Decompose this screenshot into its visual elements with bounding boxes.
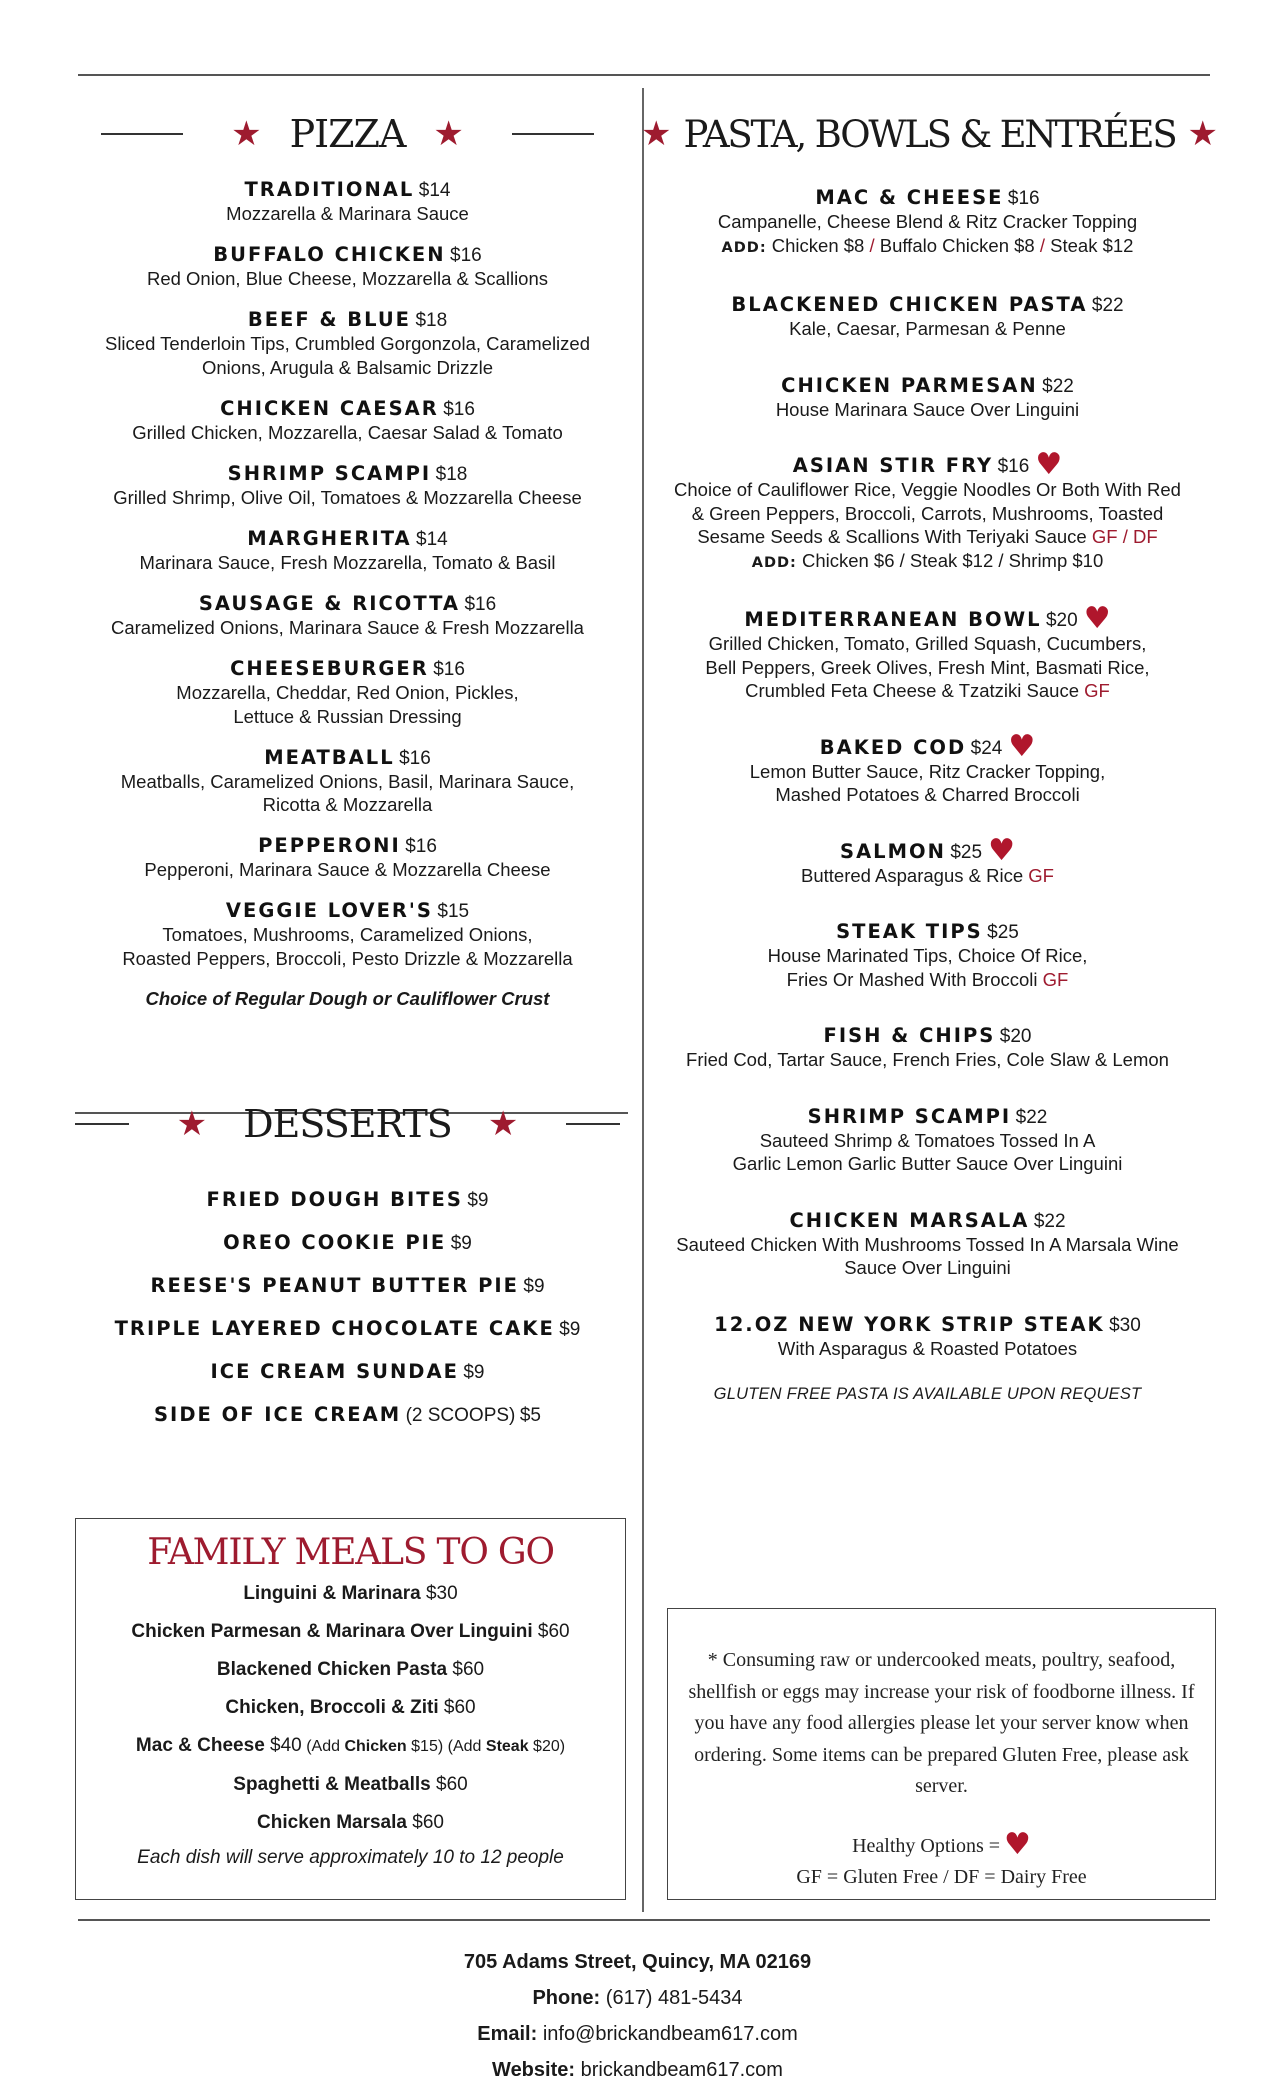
item-name: MEDITERRANEAN BOWL bbox=[744, 608, 1042, 631]
pasta-title: PASTA, BOWLS & ENTRÉES bbox=[683, 112, 1176, 156]
description-text: With Asparagus & Roasted Potatoes bbox=[777, 1337, 1078, 1359]
item-description: Onions, Arugula & Balsamic Drizzle bbox=[202, 356, 493, 378]
dessert-item bbox=[75, 1188, 620, 1214]
item-price: $16 bbox=[399, 747, 431, 769]
item-price: $22 bbox=[1015, 1106, 1048, 1128]
item-name: MAC & CHEESE bbox=[815, 186, 1004, 209]
email: Email: info@brickandbeam617.com bbox=[477, 2023, 798, 2045]
item-description: Roasted Peppers, Broccoli, Pesto Drizzle & Mozzarella bbox=[122, 947, 573, 969]
description-text: Buffalo Chicken $8 bbox=[879, 234, 1040, 256]
item-description: Mozzarella & Marinara Sauce bbox=[226, 203, 469, 224]
item-description: Meatballs, Caramelized Onions, Basil, Marinara Sauce, bbox=[120, 770, 575, 792]
email-address[interactable]: info@brickandbeam617.com bbox=[542, 2023, 798, 2045]
item-heading bbox=[650, 374, 1205, 398]
meal-name: Chicken, Broccoli & Ziti bbox=[225, 1697, 439, 1718]
left-column bbox=[75, 100, 620, 1446]
item-name: SIDE OF ICE CREAM bbox=[154, 1403, 402, 1427]
item-price: $22 bbox=[1042, 375, 1074, 397]
family-meal-item bbox=[76, 1575, 625, 1613]
item-description: Lettuce & Russian Dressing bbox=[233, 705, 462, 727]
diet-legend: GF = Gluten Free / DF = Dairy Free bbox=[796, 1865, 1087, 1888]
item-name: VEGGIE LOVER'S bbox=[225, 899, 433, 923]
description-text: Bell Peppers, Greek Olives, Fresh Mint, Basmati Rice, bbox=[705, 656, 1150, 678]
meal-price: $30 bbox=[425, 1583, 458, 1604]
family-meals-title: FAMILY MEALS TO GO bbox=[147, 1532, 554, 1573]
add-label: ADD: bbox=[721, 239, 767, 256]
description-text: Lemon Butter Sauce, Ritz Cracker Topping, bbox=[749, 760, 1106, 782]
item-name: SALMON bbox=[840, 839, 946, 863]
item-description bbox=[650, 1233, 1205, 1257]
item-name: 12.OZ NEW YORK STRIP STEAK bbox=[714, 1312, 1105, 1336]
dessert-item bbox=[75, 1360, 620, 1386]
item-heading bbox=[650, 293, 1205, 317]
item-price: $14 bbox=[416, 528, 448, 550]
description-text: Chicken $6 / Steak $12 / Shrimp $10 bbox=[796, 549, 1104, 571]
description-text: Sauce Over Linguini bbox=[844, 1257, 1011, 1278]
healthy-options-label: Healthy Options = bbox=[852, 1834, 1001, 1857]
family-meals-list bbox=[76, 1575, 625, 1842]
menu-item bbox=[75, 527, 620, 575]
description-text: Choice of Cauliflower Rice, Veggie Noodles Or Both With Red bbox=[674, 479, 1181, 500]
item-price: $16 bbox=[405, 836, 437, 858]
description-text: Crumbled Feta Cheese & Tzatziki Sauce bbox=[745, 680, 1085, 701]
pasta-header bbox=[641, 100, 1218, 168]
menu-item bbox=[650, 447, 1205, 575]
family-meal-item bbox=[76, 1689, 625, 1727]
item-description: Grilled Shrimp, Olive Oil, Tomatoes & Mozzarella Cheese bbox=[113, 486, 582, 508]
item-name: TRADITIONAL bbox=[244, 178, 415, 201]
menu-item bbox=[75, 308, 620, 379]
menu-item bbox=[75, 462, 620, 510]
item-name: CHICKEN PARMESAN bbox=[781, 373, 1038, 397]
description-text: House Marinated Tips, Choice Of Rice, bbox=[767, 945, 1088, 966]
heart-icon: ♥ bbox=[1083, 601, 1111, 636]
menu-item bbox=[650, 293, 1205, 341]
diet-tag: GF bbox=[1028, 864, 1054, 886]
item-price: $25 bbox=[987, 922, 1019, 943]
family-meal-item bbox=[76, 1727, 625, 1766]
item-description bbox=[650, 1129, 1205, 1153]
pizza-list bbox=[75, 178, 620, 970]
item-description bbox=[650, 525, 1205, 549]
item-name: PEPPERONI bbox=[258, 834, 401, 858]
meal-price: $60 bbox=[412, 1812, 444, 1833]
item-description bbox=[650, 317, 1205, 341]
item-name: FRIED DOUGH BITES bbox=[206, 1188, 463, 1212]
description-text: Mashed Potatoes & Charred Broccoli bbox=[775, 784, 1080, 805]
item-heading bbox=[650, 728, 1205, 764]
item-price: $22 bbox=[1033, 1210, 1066, 1232]
item-heading bbox=[75, 308, 620, 332]
meal-name: Chicken Marsala bbox=[257, 1812, 407, 1833]
item-description bbox=[650, 1048, 1205, 1072]
family-meal-item bbox=[76, 1613, 625, 1651]
item-description bbox=[650, 632, 1205, 656]
item-description bbox=[650, 478, 1205, 502]
header-rule bbox=[566, 1123, 620, 1125]
description-text: Sesame Seeds & Scallions With Teriyaki Sauce bbox=[697, 526, 1092, 547]
menu-item bbox=[650, 1024, 1205, 1072]
desserts-header bbox=[75, 1090, 620, 1158]
meal-addons bbox=[302, 1738, 565, 1755]
description-text: Grilled Chicken, Tomato, Grilled Squash, Cucumbers, bbox=[708, 633, 1147, 654]
menu-item bbox=[75, 899, 620, 970]
item-extra: (2 SCOOPS) bbox=[405, 1405, 516, 1427]
footer bbox=[0, 1944, 1275, 2088]
addon-price: $20) bbox=[533, 1738, 566, 1755]
item-heading bbox=[650, 1024, 1205, 1048]
item-heading bbox=[650, 1313, 1205, 1337]
item-heading bbox=[75, 834, 620, 858]
item-price: $9 bbox=[463, 1362, 485, 1384]
item-price: $30 bbox=[1109, 1314, 1141, 1336]
family-meal-item bbox=[76, 1804, 625, 1842]
item-description bbox=[650, 944, 1205, 968]
item-description: Mozzarella, Cheddar, Red Onion, Pickles, bbox=[176, 682, 519, 704]
header-rule bbox=[101, 133, 183, 135]
item-description: Ricotta & Mozzarella bbox=[262, 794, 433, 816]
item-name: STEAK TIPS bbox=[836, 920, 983, 943]
addon-name: Chicken bbox=[344, 1738, 407, 1755]
item-name: FISH & CHIPS bbox=[823, 1024, 996, 1047]
desserts-title: DESSERTS bbox=[243, 1102, 452, 1147]
menu-item bbox=[650, 728, 1205, 807]
item-description: Pepperoni, Marinara Sauce & Mozzarella Cheese bbox=[144, 859, 551, 881]
item-price: $16 bbox=[1007, 188, 1040, 209]
item-price: $14 bbox=[418, 180, 451, 201]
center-divider bbox=[642, 88, 644, 1912]
dessert-item bbox=[75, 1274, 620, 1300]
item-description bbox=[650, 1337, 1205, 1361]
diet-tag: GF bbox=[1084, 680, 1110, 701]
description-text: Fries Or Mashed With Broccoli bbox=[786, 968, 1043, 990]
description-text: Garlic Lemon Garlic Butter Sauce Over Linguini bbox=[732, 1153, 1123, 1174]
item-heading bbox=[650, 832, 1205, 868]
menu-item bbox=[650, 832, 1205, 888]
item-heading bbox=[75, 243, 620, 267]
heart-icon: ♥ bbox=[988, 832, 1015, 868]
item-description bbox=[650, 1152, 1205, 1176]
menu-item bbox=[650, 1105, 1205, 1176]
pasta-list bbox=[650, 186, 1205, 1360]
meal-price: $60 bbox=[452, 1659, 485, 1680]
meal-price: $40 bbox=[270, 1735, 302, 1756]
item-heading bbox=[650, 1209, 1205, 1233]
item-name: CHICKEN CAESAR bbox=[220, 396, 439, 420]
item-name: SHRIMP SCAMPI bbox=[227, 461, 432, 485]
item-price: $9 bbox=[523, 1276, 545, 1298]
item-heading bbox=[75, 178, 620, 202]
star-icon: ★ bbox=[1187, 114, 1218, 154]
family-meal-item bbox=[76, 1651, 625, 1689]
description-text: Buttered Asparagus & Rice bbox=[801, 864, 1029, 886]
item-price: $5 bbox=[519, 1405, 541, 1427]
family-meal-item bbox=[76, 1766, 625, 1804]
item-description bbox=[650, 968, 1205, 992]
menu-item bbox=[75, 657, 620, 728]
dessert-item bbox=[75, 1231, 620, 1257]
menu-item bbox=[75, 397, 620, 445]
description-text: Chicken $8 bbox=[766, 234, 870, 256]
phone: Phone: (617) 481-5434 bbox=[532, 1987, 743, 2009]
item-name: CHEESEBURGER bbox=[230, 657, 429, 681]
item-heading bbox=[75, 657, 620, 681]
item-description bbox=[650, 398, 1205, 422]
diet-tag: GF bbox=[1042, 968, 1069, 990]
item-name: BLACKENED CHICKEN PASTA bbox=[731, 293, 1088, 316]
item-price: $18 bbox=[435, 463, 468, 485]
star-icon: ★ bbox=[176, 1104, 208, 1145]
add-label: ADD: bbox=[751, 554, 797, 571]
meal-name: Linguini & Marinara bbox=[243, 1583, 421, 1604]
pizza-header bbox=[75, 100, 620, 168]
item-description bbox=[650, 760, 1205, 784]
allergy-notice-text: * Consuming raw or undercooked meats, poultry, seafood, shellfish or eggs may increase your risk of foodborne illness. If you have any food allergies please let your server know when ordering. Some items can be prepared Gluten Free, please ask server. bbox=[688, 1649, 1195, 1797]
website: Website: brickandbeam617.com bbox=[492, 2059, 783, 2081]
item-name: MEATBALL bbox=[264, 745, 395, 769]
item-heading bbox=[650, 186, 1205, 210]
meal-price: $60 bbox=[443, 1697, 476, 1718]
diet-tag: / bbox=[1039, 234, 1045, 256]
allergy-notice-box bbox=[667, 1608, 1216, 1900]
item-name: ICE CREAM SUNDAE bbox=[210, 1360, 459, 1384]
item-price: $16 bbox=[443, 398, 475, 420]
address: 705 Adams Street, Quincy, MA 02169 bbox=[463, 1951, 812, 1973]
family-meals-box bbox=[75, 1518, 626, 1900]
item-description bbox=[650, 864, 1205, 888]
item-name: BEEF & BLUE bbox=[247, 308, 411, 332]
dessert-item bbox=[75, 1317, 620, 1343]
item-description: Grilled Chicken, Mozzarella, Caesar Salad & Tomato bbox=[132, 421, 563, 443]
menu-item bbox=[650, 186, 1205, 260]
item-price: $18 bbox=[415, 310, 448, 332]
item-name: CHICKEN MARSALA bbox=[789, 1208, 1030, 1232]
menu-item bbox=[650, 601, 1205, 703]
item-price: $16 bbox=[997, 456, 1030, 477]
item-description bbox=[650, 656, 1205, 680]
item-description bbox=[650, 502, 1205, 526]
item-heading bbox=[75, 527, 620, 551]
description-text: Sauteed Shrimp & Tomatoes Tossed In A bbox=[759, 1129, 1096, 1151]
item-price: $22 bbox=[1091, 295, 1124, 316]
top-divider bbox=[78, 74, 1210, 76]
header-rule bbox=[512, 133, 594, 135]
menu-item bbox=[650, 374, 1205, 422]
dessert-item bbox=[75, 1403, 620, 1429]
item-name: SHRIMP SCAMPI bbox=[807, 1104, 1012, 1128]
item-description: Red Onion, Blue Cheese, Mozzarella & Scallions bbox=[146, 268, 549, 290]
description-text: Campanelle, Cheese Blend & Ritz Cracker Topping bbox=[717, 211, 1138, 232]
addon-name: Steak bbox=[485, 1738, 529, 1755]
desserts-list bbox=[75, 1188, 620, 1429]
item-heading bbox=[75, 397, 620, 421]
item-heading bbox=[650, 447, 1205, 482]
menu-item bbox=[75, 746, 620, 817]
item-description bbox=[650, 210, 1205, 234]
addon-prefix: (Add bbox=[447, 1738, 482, 1755]
item-price: $16 bbox=[450, 245, 482, 267]
description-text: Sauteed Chicken With Mushrooms Tossed In A Marsala Wine bbox=[676, 1233, 1179, 1255]
menu-item bbox=[650, 920, 1205, 991]
item-name: ASIAN STIR FRY bbox=[792, 454, 994, 477]
menu-item bbox=[75, 834, 620, 882]
description-text: Steak $12 bbox=[1045, 234, 1134, 256]
description-text: House Marinara Sauce Over Linguini bbox=[775, 398, 1080, 420]
description-text: & Green Peppers, Broccoli, Carrots, Mushrooms, Toasted bbox=[691, 502, 1164, 524]
item-heading bbox=[650, 920, 1205, 944]
meal-name: Mac & Cheese bbox=[135, 1735, 265, 1756]
item-heading bbox=[75, 462, 620, 486]
item-price: $25 bbox=[950, 841, 983, 863]
item-name: MARGHERITA bbox=[247, 526, 412, 550]
item-price: $20 bbox=[999, 1026, 1032, 1047]
menu-item bbox=[75, 243, 620, 291]
addon-prefix: (Add bbox=[306, 1738, 340, 1755]
item-price: $20 bbox=[1045, 610, 1078, 631]
pizza-title: PIZZA bbox=[289, 112, 406, 156]
item-description bbox=[650, 783, 1205, 807]
menu-item bbox=[650, 1313, 1205, 1361]
item-description bbox=[650, 679, 1205, 703]
item-heading bbox=[650, 601, 1205, 636]
item-description: Tomatoes, Mushrooms, Caramelized Onions, bbox=[162, 924, 533, 946]
item-heading bbox=[75, 899, 620, 923]
item-price: $9 bbox=[467, 1190, 489, 1212]
meal-price: $60 bbox=[537, 1621, 570, 1642]
phone-number[interactable]: (617) 481-5434 bbox=[605, 1987, 743, 2009]
right-column bbox=[641, 100, 1218, 1404]
item-name: TRIPLE LAYERED CHOCOLATE CAKE bbox=[114, 1317, 555, 1341]
crust-note: Choice of Regular Dough or Cauliflower Crust bbox=[145, 988, 550, 1010]
menu-item bbox=[75, 178, 620, 226]
diet-tag: / bbox=[869, 234, 880, 256]
item-description bbox=[650, 234, 1205, 261]
item-heading bbox=[75, 746, 620, 770]
item-name: BAKED COD bbox=[819, 735, 967, 759]
bottom-divider bbox=[78, 1919, 1210, 1921]
description-text: Fried Cod, Tartar Sauce, French Fries, Cole Slaw & Lemon bbox=[686, 1049, 1169, 1070]
family-meals-note: Each dish will serve approximately 10 to 12 people bbox=[137, 1847, 564, 1868]
item-price: $9 bbox=[559, 1319, 581, 1341]
website-link[interactable]: brickandbeam617.com bbox=[580, 2059, 783, 2081]
meal-name: Chicken Parmesan & Marinara Over Linguini bbox=[131, 1621, 533, 1642]
description-text: Kale, Caesar, Parmesan & Penne bbox=[789, 318, 1066, 339]
item-description: Caramelized Onions, Marinara Sauce & Fresh Mozzarella bbox=[111, 617, 584, 639]
item-name: BUFFALO CHICKEN bbox=[213, 243, 446, 267]
meal-price: $60 bbox=[436, 1774, 468, 1795]
item-description: Marinara Sauce, Fresh Mozzarella, Tomato & Basil bbox=[139, 551, 556, 573]
item-name: REESE'S PEANUT BUTTER PIE bbox=[150, 1274, 519, 1298]
gluten-free-note: GLUTEN FREE PASTA IS AVAILABLE UPON REQUEST bbox=[713, 1385, 1142, 1403]
item-description: Sliced Tenderloin Tips, Crumbled Gorgonzola, Caramelized bbox=[104, 333, 590, 355]
star-icon: ★ bbox=[487, 1104, 519, 1145]
header-rule bbox=[75, 1123, 129, 1125]
heart-icon: ♥ bbox=[1008, 728, 1036, 764]
item-description bbox=[650, 1256, 1205, 1280]
star-icon: ★ bbox=[641, 114, 672, 154]
menu-item bbox=[650, 1209, 1205, 1280]
star-icon: ★ bbox=[231, 114, 262, 154]
item-heading bbox=[650, 1105, 1205, 1129]
menu-item bbox=[75, 592, 620, 640]
item-price: $9 bbox=[450, 1233, 472, 1255]
meal-name: Blackened Chicken Pasta bbox=[216, 1659, 448, 1680]
item-price: $24 bbox=[970, 737, 1003, 759]
item-price: $16 bbox=[433, 659, 465, 681]
item-price: $16 bbox=[464, 594, 497, 616]
diet-tag: GF / DF bbox=[1091, 526, 1158, 547]
heart-icon: ♥ bbox=[1004, 1826, 1031, 1862]
item-heading bbox=[75, 592, 620, 616]
healthy-options-legend bbox=[682, 1826, 1201, 1893]
item-name: SAUSAGE & RICOTTA bbox=[198, 592, 461, 616]
addon-price: $15) bbox=[411, 1738, 444, 1755]
item-description bbox=[650, 549, 1205, 576]
heart-icon: ♥ bbox=[1035, 447, 1063, 482]
meal-name: Spaghetti & Meatballs bbox=[233, 1774, 431, 1795]
item-name: OREO COOKIE PIE bbox=[223, 1231, 447, 1255]
item-price: $15 bbox=[437, 901, 470, 923]
star-icon: ★ bbox=[433, 114, 464, 154]
